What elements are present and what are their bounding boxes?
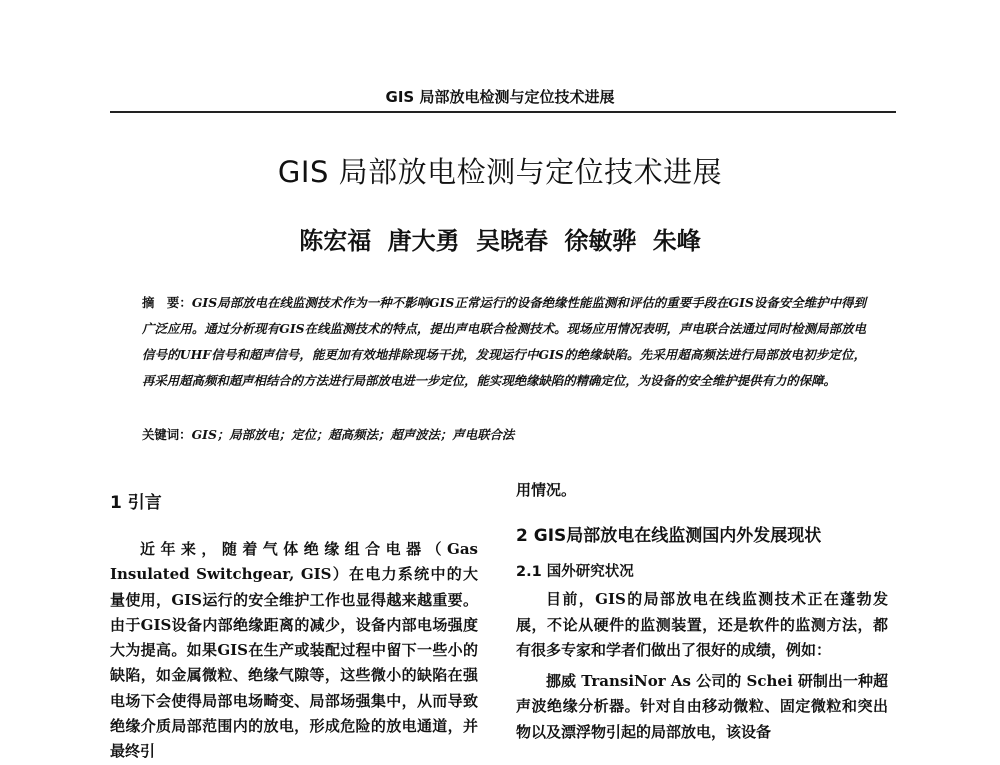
left-column: [110, 488, 478, 765]
subsection-heading-foreign: 2.1 国外研究状况: [516, 564, 634, 581]
section-heading-development: 2 GIS局部放电在线监测国内外发展现状: [516, 526, 822, 547]
header-rule: [110, 111, 896, 113]
authors: 陈宏福 唐大勇 吴晓春 徐敏骅 朱峰: [299, 226, 701, 255]
development-paragraph-1: 目前，GIS的局部放电在线监测技术正在蓬勃发展，不论从硬件的监测装置，还是软件的监测方法，都有很多专家和学者们做出了很好的成绩，例如：: [516, 590, 888, 659]
keywords: [142, 425, 866, 443]
keywords-label: 关键词：: [142, 427, 192, 442]
abstract: [142, 290, 866, 394]
abstract-text: GIS局部放电在线监测技术作为一种不影响GIS正常运行的设备绝缘性能监测和评估的重要手段在GIS设备安全维护中得到广泛应用。通过分析现有GIS在线监测技术的特点，提出声电联合检测技术。现场应用情况表明，声电联合法通过同时检测局部放电信号的UHF信号和超声信号，能更加有效地排除现场干扰，发现运行中GIS的绝缘缺陷。先采用超高频法进行局部放电初步定位，再采用超高频和超声相结合的方法进行局部放电进一步定位，能实现绝缘缺陷的精确定位，为设备的安全维护提供有力的保障。: [142, 295, 866, 388]
right-column: [516, 478, 888, 745]
paper-title: GIS 局部放电检测与定位技术进展: [277, 155, 723, 189]
running-header: GIS 局部放电检测与定位技术进展: [385, 88, 615, 106]
intro-paragraph: 近年来，随着气体绝缘组合电器（Gas Insulated Switchgear, GIS）在电力系统中的大量使用，GIS运行的安全维护工作也显得越来越重要。由于GIS设备内部绝缘距离的减少，设备内部电场强度大为提高。如果GIS在生产或装配过程中留下一些小的缺陷，如金属微粒、绝缘气隙等，这些微小的缺陷在强电场下会使得局部电场畸变、局部场强集中，从而导致绝缘介质局部范围内的放电，形成危险的放电通道，并最终引: [110, 540, 478, 761]
section-heading-introduction: 1 引言: [110, 493, 162, 513]
continuation-text: 用情况。: [516, 481, 577, 499]
development-paragraph-2: 挪威 TransiNor As 公司的 Schei 研制出一种超声波绝缘分析器。针对自由移动微粒、固定微粒和突出物以及漂浮物引起的局部放电，该设备: [516, 672, 888, 741]
abstract-label: 摘 要：: [142, 295, 192, 310]
keywords-text: GIS；局部放电；定位；超高频法；超声波法；声电联合法: [191, 427, 515, 442]
